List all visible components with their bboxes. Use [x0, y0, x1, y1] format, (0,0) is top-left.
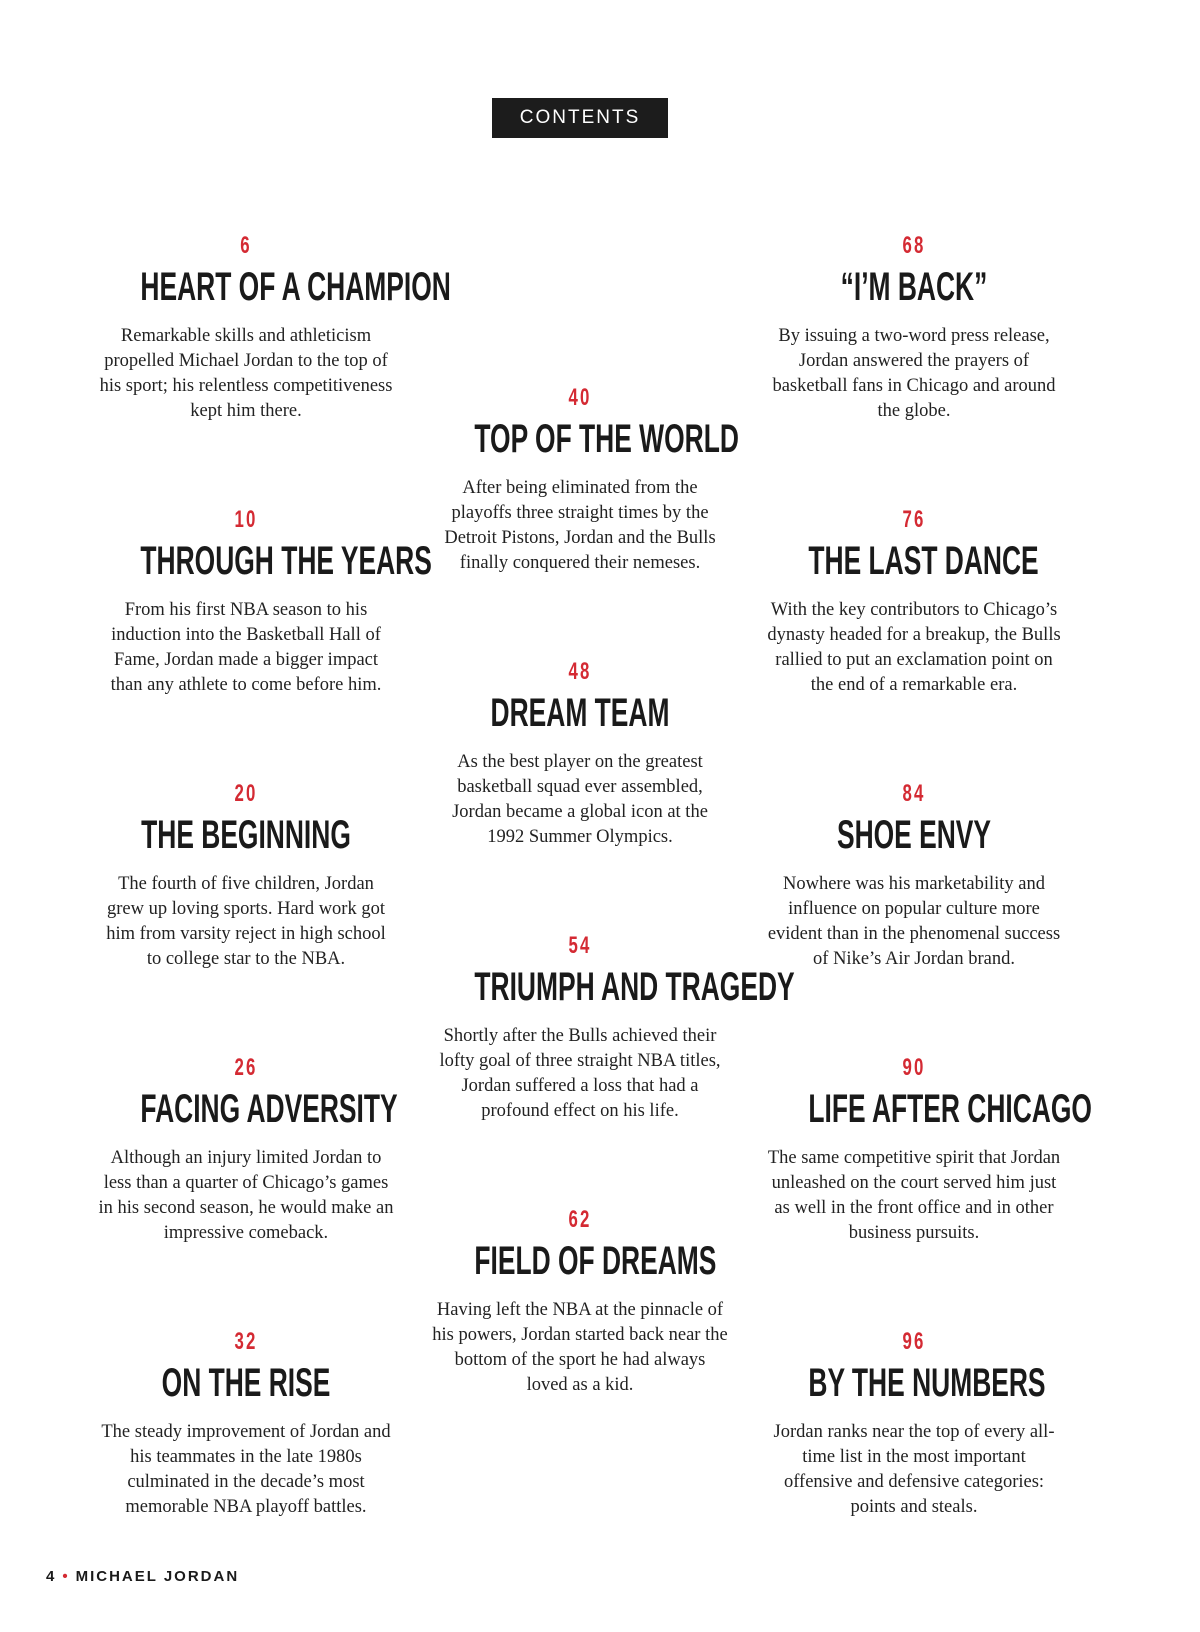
page-number: 68: [902, 232, 926, 259]
entry-description: As the best player on the greatest basketball squad ever assembled, Jordan became a global icon at the 1992 Summer Olympics.: [452, 752, 708, 847]
toc-entry-facing-adversity[interactable]: [86, 1054, 406, 1246]
entry-title: LIFE AFTER CHICAGO: [808, 1087, 1092, 1131]
entry-description: Jordan ranks near the top of every all-time list in the most important offensive and defensive categories: points and steals.: [773, 1422, 1055, 1517]
entry-title: FACING ADVERSITY: [140, 1087, 398, 1131]
toc-entry-shoe-envy[interactable]: [754, 780, 1074, 972]
entry-description: The steady improvement of Jordan and his teammates in the late 1980s culminated in the decade’s most memorable NBA playoff battles.: [101, 1422, 391, 1517]
page-number: 20: [234, 780, 258, 807]
entry-description: Nowhere was his marketability and influence on popular culture more evident than in the phenomenal success of Nike’s Air Jordan brand.: [767, 874, 1061, 969]
toc-entry-through-the-years[interactable]: [86, 506, 432, 698]
toc-entry-triumph-and-tragedy[interactable]: [420, 932, 795, 1124]
contents-label: CONTENTS: [492, 98, 668, 138]
footer-separator: •: [62, 1568, 70, 1585]
toc-entry-im-back[interactable]: [754, 232, 1074, 424]
entry-title: “I’M BACK”: [840, 265, 988, 309]
page-number: 96: [902, 1328, 926, 1355]
entry-title: THROUGH THE YEARS: [140, 539, 432, 583]
entry-description: From his first NBA season to his induction into the Basketball Hall of Fame, Jordan made a bigger impact than any athlete to come before him.: [110, 600, 382, 695]
toc-entry-top-of-the-world[interactable]: [420, 384, 740, 576]
toc-entry-dream-team[interactable]: [420, 658, 740, 850]
entry-description: The fourth of five children, Jordan grew up loving sports. Hard work got him from varsity reject in high school to college star to the NBA.: [106, 874, 386, 969]
entry-title: ON THE RISE: [161, 1361, 331, 1405]
entry-description: Shortly after the Bulls achieved their lofty goal of three straight NBA titles, Jordan suffered a loss that had a profound effect on his life.: [439, 1026, 721, 1121]
page-number: 84: [902, 780, 926, 807]
entry-title: SHOE ENVY: [836, 813, 992, 857]
entry-title: FIELD OF DREAMS: [474, 1239, 717, 1283]
footer-book-title: MICHAEL JORDAN: [75, 1568, 240, 1585]
toc-entry-field-of-dreams[interactable]: [420, 1206, 740, 1398]
toc-entry-the-beginning[interactable]: [86, 780, 406, 972]
entry-description: The same competitive spirit that Jordan unleashed on the court served him just as well in the front office and in other business pursuits.: [767, 1148, 1061, 1243]
page-number: 62: [568, 1206, 592, 1233]
page-number: 90: [902, 1054, 926, 1081]
entry-description: Although an injury limited Jordan to less than a quarter of Chicago’s games in his second season, he would make an impressive comeback.: [98, 1148, 394, 1243]
page-number: 6: [240, 232, 252, 259]
toc-entry-heart-of-a-champion[interactable]: [86, 232, 451, 424]
entry-description: Remarkable skills and athleticism propelled Michael Jordan to the top of his sport; his relentless competitiveness kept him there.: [99, 326, 393, 421]
entry-description: Having left the NBA at the pinnacle of his powers, Jordan started back near the bottom of the sport he had always loved as a kid.: [432, 1300, 728, 1395]
entry-title: BY THE NUMBERS: [808, 1361, 1046, 1405]
page-number: 54: [568, 932, 592, 959]
toc-entry-by-the-numbers[interactable]: [754, 1328, 1074, 1520]
page-number: 10: [234, 506, 258, 533]
entry-title: DREAM TEAM: [490, 691, 670, 735]
toc-entry-on-the-rise[interactable]: [86, 1328, 406, 1520]
page-number: 48: [568, 658, 592, 685]
entry-title: TRIUMPH AND TRAGEDY: [474, 965, 795, 1009]
footer-page-number: 4: [46, 1568, 57, 1585]
toc-entry-life-after-chicago[interactable]: [754, 1054, 1092, 1246]
page-number: 32: [234, 1328, 258, 1355]
entry-title: HEART OF A CHAMPION: [140, 265, 451, 309]
page-footer: [46, 1568, 239, 1585]
page-number: 40: [568, 384, 592, 411]
entry-description: After being eliminated from the playoffs three straight times by the Detroit Pistons, Jordan and the Bulls finally conquered their nemeses.: [444, 478, 716, 573]
entry-description: By issuing a two-word press release, Jordan answered the prayers of basketball fans in Chicago and around the globe.: [772, 326, 1056, 421]
page-number: 26: [234, 1054, 258, 1081]
entry-title: THE BEGINNING: [141, 813, 351, 857]
entry-title: THE LAST DANCE: [808, 539, 1039, 583]
entry-description: With the key contributors to Chicago’s dynasty headed for a breakup, the Bulls rallied to put an exclamation point on the end of a remarkable era.: [767, 600, 1061, 695]
toc-entry-the-last-dance[interactable]: [754, 506, 1074, 698]
page-number: 76: [902, 506, 926, 533]
entry-title: TOP OF THE WORLD: [474, 417, 739, 461]
